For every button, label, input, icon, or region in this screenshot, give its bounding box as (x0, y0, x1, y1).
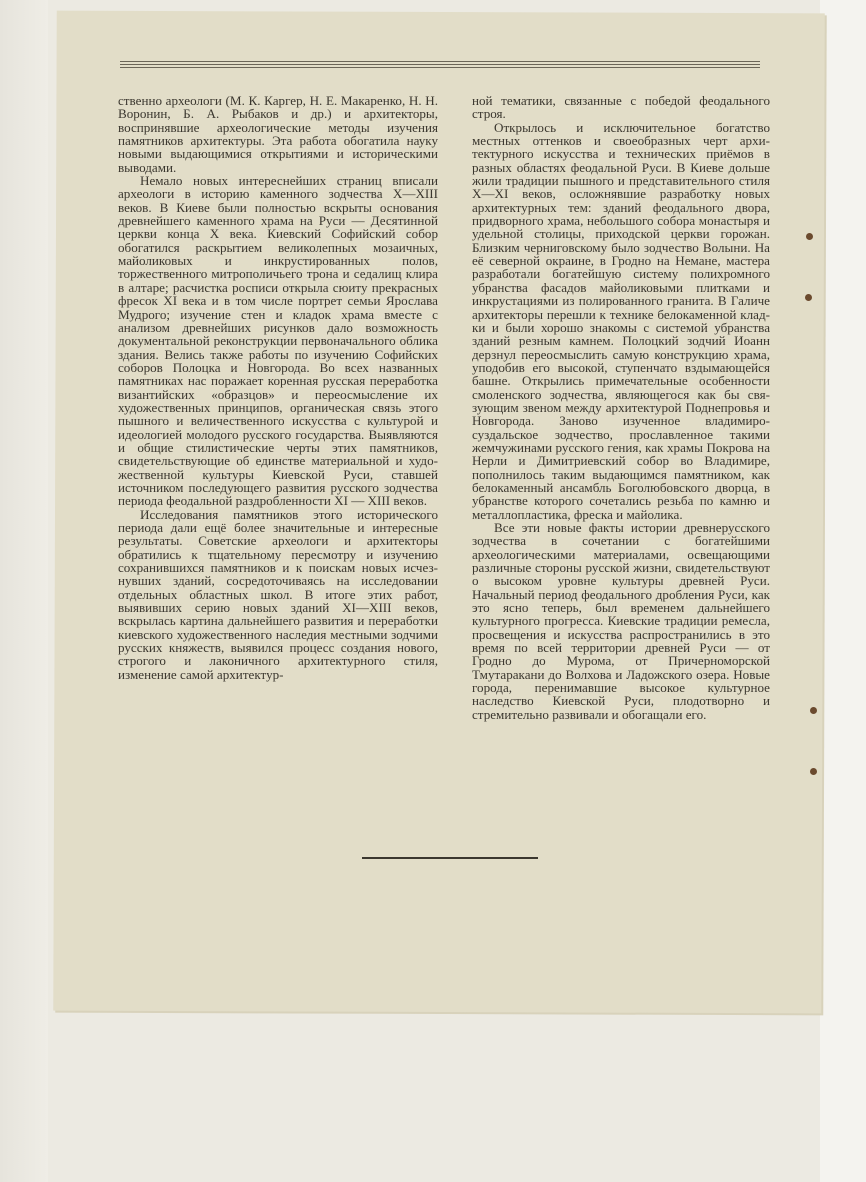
header-rule-3 (120, 67, 760, 68)
scanner-right-margin (820, 0, 866, 1182)
left-text-column (118, 94, 438, 681)
paragraph: Все эти новые факты истории древнерусского зодчества в сочетании с богатейшими археологическими материалами, освещающими различные стороны русской жизни, свидетельствуют о высоком уровне культуры древней Руси. Начальный период феодального дробления Руси, как это ясно теперь, был временем дальнейшего культурного прогресса. Киевские традиции ремесла, просвещения и искусства распространились в это время по всей территории древней Руси — от Гродно до Мурома, от Причерноморской Тмутаракани до Волхова и Ладожского озера. Новые города, перенимавшие высокое культурное наследство Киевской Руси, плодотворно и стремительно развивали и обогащали его. (472, 520, 770, 722)
paper-stain (805, 294, 812, 301)
paragraph: ной тематики, связанные с победой феодального строя. (472, 93, 770, 122)
paragraph: Исследования памятников этого исторического периода дали ещё более значительные и интересные результаты. Советские археологи и архитекторы обратились к тщательному пересмотру и изучению сохранившихся памятников и к поискам новых исчезнувших зданий, сосредоточиваясь на исследовании отдельных областных школ. В итоге этих работ, выявивших серию новых зданий XI—XIII веков, вскрылась картина дальнейшего развития и переработки киевского художественного наследия местными зодчими русских княжеств, выявился процесс создания нового, строгого и лаконичного архитектурного стиля, изменение самой архитектур- (118, 506, 438, 682)
header-rule-2 (120, 64, 760, 65)
paper-stain (810, 707, 817, 714)
paragraph: Открылось и исключительное богатство местных оттенков и своеобразных черт архитектурного искусства и технических приёмов в разных областях феодальной Руси. В Киеве дольше жили традиции пышного и представительного стиля X—XI веков, осложнявшие разработку новых архитектурных тем: зданий феодального двора, придворного храма, небольшого собора монастыря и удельной столицы, приходской церкви горожан. Близким черниговскому было зодчество Волыни. На её северной окраине, в Гродно на Немане, мастера разработали богатейшую систему полихромного убранства фасадов майоликовыми плитками и инкрустациями из полированного гранита. В Галиче архитекторы перешли к технике белокаменной кладки и были хорошо знакомы с системой убранства зданий резным камнем. Полоцкий зодчий Иоанн дерзнул переосмыслить самую конструкцию храма, уподобив его высокой, ступенчато вздымающейся башне. Открылись примечательные особенности смоленского зодчества, являющегося как бы связующим звеном между архитектурой Поднепровья и Новгорода. Заново изученное владимиро-суздальское зодчество, прославленное такими жемчужинами русского гения, как храмы Покрова на Нерли и Димитриевский собор во Владимире, пополнилось таким выдающимся памятником, как белокаменный ансамбль Боголюбовского дворца, в убранстве которого сочетались резьба по камню и металлопластика, фреска и майолика. (472, 119, 770, 522)
paragraph: ственно археологи (М. К. Каргер, Н. Е. Макаренко, Н. Н. Воронин, Б. А. Рыбаков и др.) и архитекторы, воспринявшие археологические методы изучения памятников архитектуры. Эта работа обогатила науку новыми выдающимися открытиями и историческими выводами. (118, 93, 438, 175)
section-end-rule (362, 857, 538, 859)
paragraph: Немало новых интереснейших страниц вписали археологи в историю каменного зодчества X—XIII веков. В Киеве были полностью вскрыты основания древнейшего каменного храма на Руси — Десятинной церкви конца X века. Киевский Софийский собор обогатился раскрытием великолепных мозаичных, майоликовых и инкрустированных полов, торжественного митрополичьего трона и седалищ клира в алтаре; расчистка росписи открыла сюиту прекрасных фресок XI века и в том числе портрет семьи Ярослава Мудрого; изучение стен и кладок храма вместе с анализом древнейших рисунков дало возможность документальной реконструкции первоначального облика здания. Велись также работы по изучению Софийских соборов Полоцка и Новгорода. Во всех названных памятниках нас поражает коренная русская переработка византийских «образцов» и переосмысление их художественных принципов, органическая связь этого пышного и величественного искусства с культурой и идеологией молодого русского государства. Выявляются и общие стилистические черты этих памятников, свидетельствующие об единстве материальной и художественной культуры Киевской Руси, ставшей источником последующего развития русского зодчества периода феодальной раздробленности XI — XIII веков. (118, 173, 438, 509)
scanner-left-margin (0, 0, 48, 1182)
paper-stain (810, 768, 817, 775)
header-rule-1 (120, 61, 760, 62)
paper-stain (806, 233, 813, 240)
right-text-column (472, 94, 770, 721)
